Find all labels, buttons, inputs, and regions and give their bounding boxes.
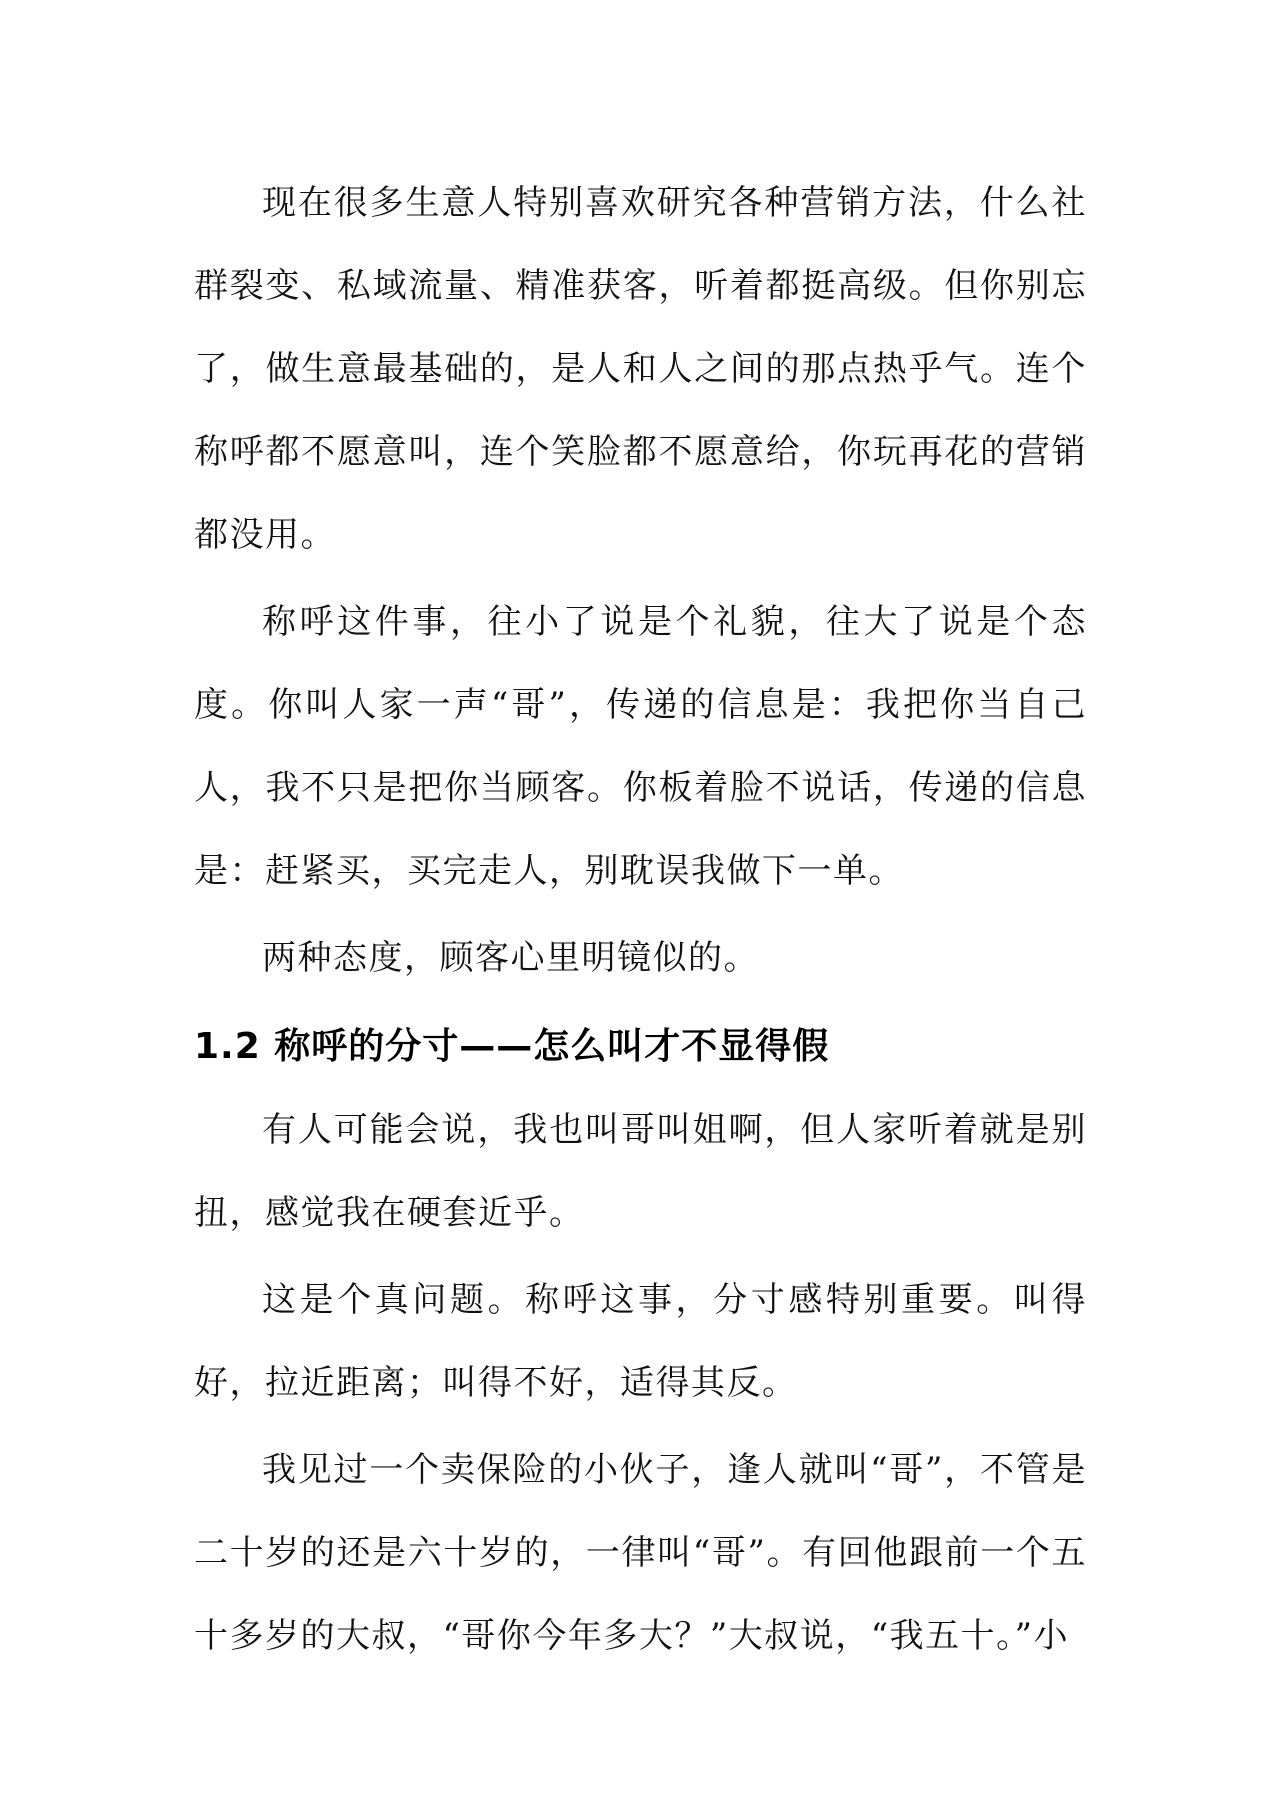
paragraph: 两种态度，顾客心里明镜似的。 bbox=[262, 938, 759, 978]
paragraph: 我见过一个卖保险的小伙子，逢人就叫“哥”，不管是二十岁的还是六十岁的，一律叫“哥”。有回他跟前一个五十多岁的大叔，“哥你今年多大？”大叔说，“我五十。”小 bbox=[194, 1450, 1087, 1656]
paragraph: 这是个真问题。称呼这事，分寸感特别重要。叫得好，拉近距离；叫得不好，适得其反。 bbox=[194, 1280, 1087, 1403]
paragraph: 有人可能会说，我也叫哥叫姐啊，但人家听着就是别扭，感觉我在硬套近乎。 bbox=[194, 1110, 1087, 1233]
paragraph: 现在很多生意人特别喜欢研究各种营销方法，什么社群裂变、私域流量、精准获客，听着都挺高级。但你别忘了，做生意最基础的，是人和人之间的那点热乎气。连个称呼都不愿意叫，连个笑脸都不愿意给，你玩再花的营销都没用。 bbox=[194, 183, 1087, 555]
paragraph: 称呼这件事，往小了说是个礼貌，往大了说是个态度。你叫人家一声“哥”，传递的信息是：我把你当自己人，我不只是把你当顾客。你板着脸不说话，传递的信息是：赶紧买，买完走人，别耽误我做下一单。 bbox=[194, 602, 1087, 891]
section-heading: 1.2 称呼的分寸——怎么叫才不显得假 bbox=[194, 1026, 830, 1067]
document-page bbox=[194, 162, 1087, 1682]
